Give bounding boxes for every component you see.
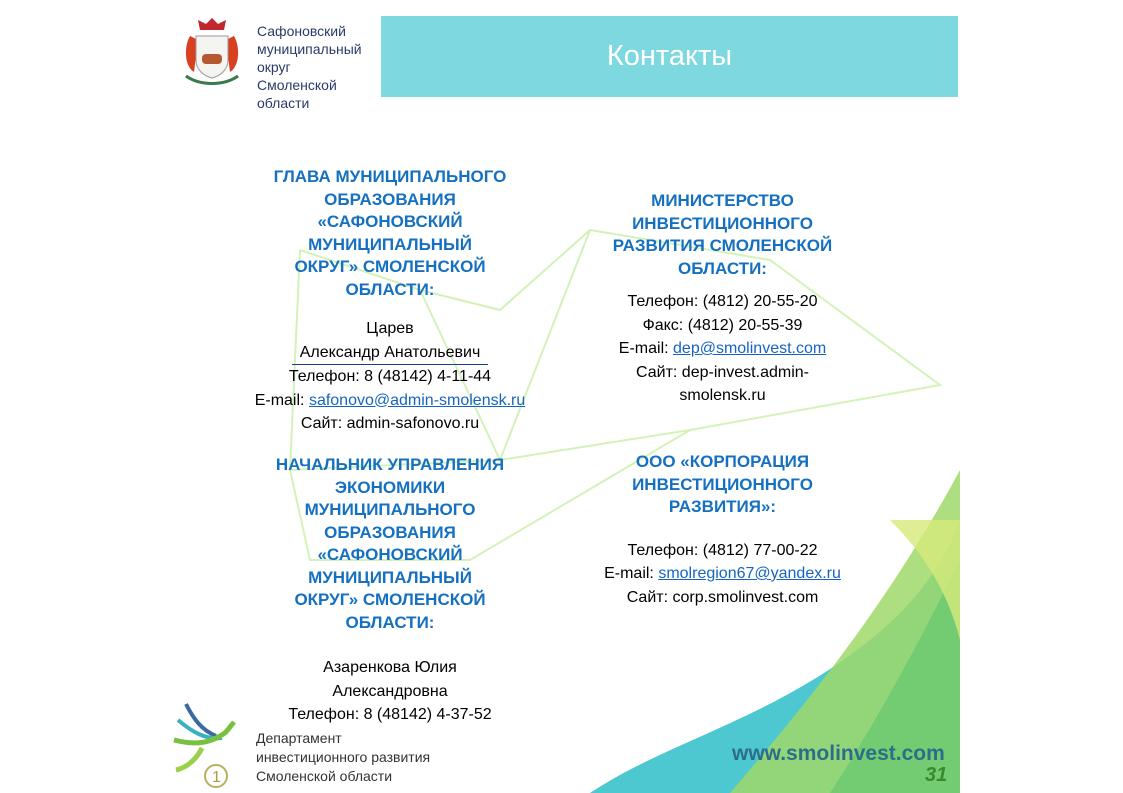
department-logo-icon — [172, 700, 252, 790]
heading-line: ОБЛАСТИ: — [678, 258, 767, 278]
contact-name: Александровна — [332, 682, 448, 700]
contact-name: Александр Анатольевич — [292, 341, 489, 366]
heading-line: ОБРАЗОВАНИЯ — [324, 189, 456, 209]
contact-email-row — [550, 337, 895, 361]
website-link[interactable]: www.smolinvest.com — [732, 742, 945, 765]
email-link[interactable]: safonovo@admin-smolensk.ru — [308, 391, 526, 409]
heading-line: ИНВЕСТИЦИОННОГО — [632, 474, 813, 494]
contact-phone: Телефон: 8 (48142) 4-11-44 — [288, 368, 492, 385]
contact-heading — [210, 166, 570, 301]
page-number: 31 — [925, 764, 948, 786]
heading-line: МУНИЦИПАЛЬНЫЙ — [308, 567, 472, 587]
contact-corporation — [550, 451, 895, 609]
contact-details — [210, 317, 570, 436]
contact-head-of-municipality — [210, 166, 570, 436]
email-label: E-mail: — [618, 340, 674, 357]
coat-of-arms-icon — [180, 16, 244, 88]
contact-ministry — [550, 190, 895, 408]
contact-head-of-economy — [210, 454, 570, 727]
contact-phone: Телефон: (4812) 77-00-22 — [627, 541, 818, 559]
heading-line: МУНИЦИПАЛЬНОГО — [304, 500, 476, 519]
heading-line: МИНИСТЕРСТВО — [651, 191, 794, 210]
page-title: Контакты — [606, 40, 733, 72]
heading-line: РАЗВИТИЯ СМОЛЕНСКОЙ — [612, 236, 833, 255]
org-line: области — [257, 95, 310, 111]
heading-line: «САФОНОВСКИЙ — [317, 212, 463, 231]
contact-name: Царев — [366, 320, 414, 337]
contact-fax: Факс: (4812) 20-55-39 — [642, 316, 803, 334]
dept-line: Смоленской области — [256, 768, 393, 784]
heading-line: НАЧАЛЬНИК УПРАВЛЕНИЯ — [275, 455, 505, 474]
heading-line: РАЗВИТИЯ»: — [668, 497, 777, 516]
heading-line: ЭКОНОМИКИ — [334, 477, 446, 497]
contact-site: Сайт: corp.smolinvest.com — [626, 588, 819, 606]
contact-phone: Телефон: (4812) 20-55-20 — [627, 293, 818, 310]
contact-email-row — [210, 389, 570, 413]
contact-heading — [210, 454, 570, 634]
contact-phone: Телефон: 8 (48142) 4-37-52 — [288, 706, 492, 723]
dept-line: Департамент — [256, 730, 342, 746]
contact-heading — [550, 451, 895, 519]
email-link[interactable]: smolregion67@yandex.ru — [658, 565, 841, 582]
heading-line: ГЛАВА МУНИЦИПАЛЬНОГО — [273, 167, 507, 186]
contact-details — [550, 539, 895, 610]
contact-site: Сайт: dep-invest.admin- — [636, 363, 809, 381]
heading-line: ИНВЕСТИЦИОННОГО — [632, 213, 813, 233]
title-bar — [381, 16, 958, 97]
contact-email-row — [550, 562, 895, 586]
org-line: округ — [257, 59, 291, 75]
heading-line: ОБЛАСТИ: — [345, 279, 435, 299]
heading-line: ООО «КОРПОРАЦИЯ — [635, 452, 810, 471]
contact-site: smolensk.ru — [679, 387, 766, 404]
org-line: Сафоновский — [257, 23, 346, 39]
email-label: E-mail: — [254, 391, 309, 409]
heading-line: ОКРУГ» СМОЛЕНСКОЙ — [294, 257, 486, 276]
slide — [170, 0, 960, 793]
heading-line: ОБЛАСТИ: — [345, 612, 435, 632]
contact-details — [550, 290, 895, 408]
org-line: Смоленской — [257, 77, 337, 93]
heading-line: ОКРУГ» СМОЛЕНСКОЙ — [294, 590, 486, 609]
contact-details — [210, 656, 570, 727]
department-name — [256, 729, 430, 786]
heading-line: «САФОНОВСКИЙ — [317, 545, 463, 564]
dept-line: инвестиционного развития — [256, 749, 431, 765]
email-label: E-mail: — [604, 565, 659, 582]
email-link[interactable]: dep@smolinvest.com — [673, 340, 827, 357]
heading-line: ОБРАЗОВАНИЯ — [324, 522, 456, 542]
contact-name: Азаренкова Юлия — [323, 659, 457, 676]
org-line: муниципальный — [257, 41, 362, 57]
heading-line: МУНИЦИПАЛЬНЫЙ — [308, 234, 472, 254]
contact-site: Сайт: admin-safonovo.ru — [300, 415, 480, 432]
municipality-name — [257, 22, 362, 112]
svg-text:1: 1 — [212, 769, 221, 786]
contact-heading — [550, 190, 895, 280]
